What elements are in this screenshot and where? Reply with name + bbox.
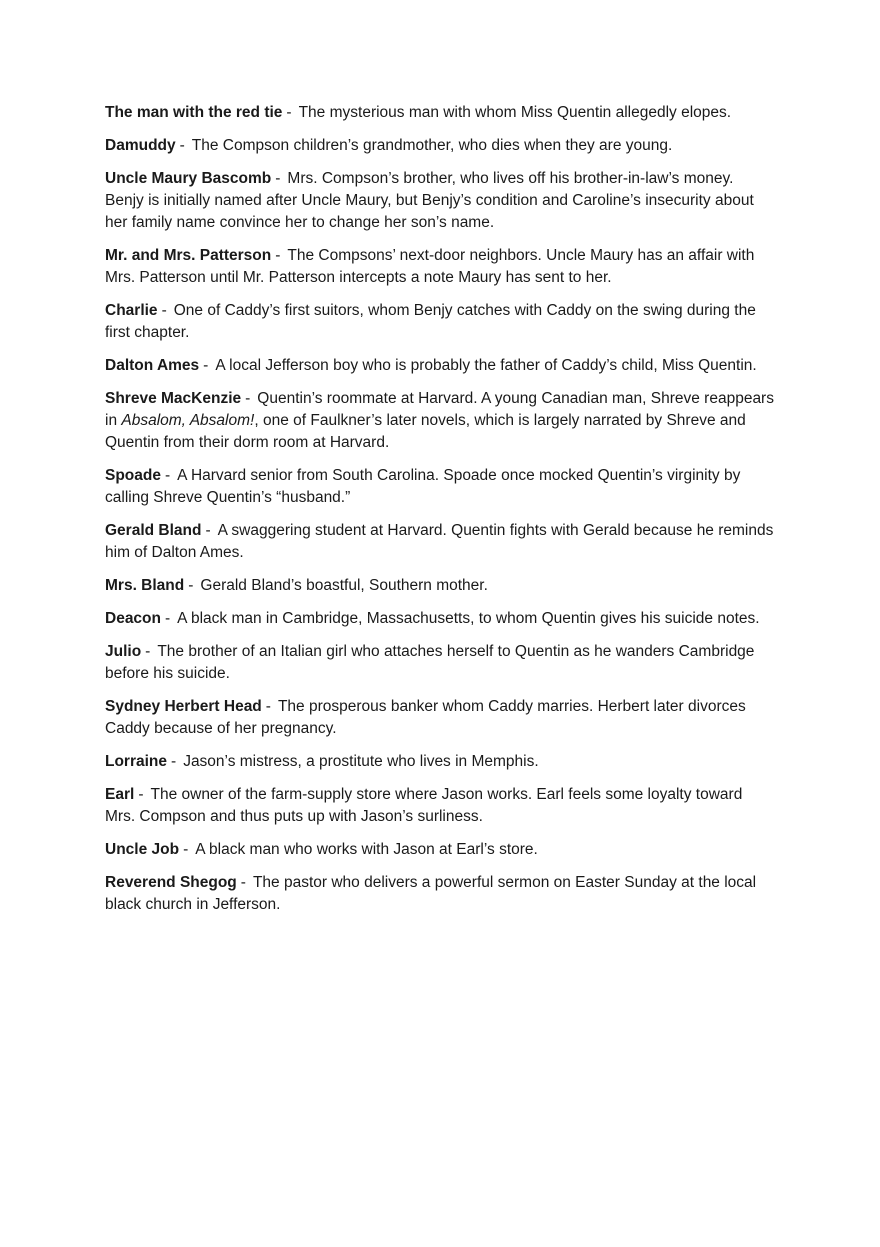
character-name: Charlie xyxy=(105,302,158,319)
character-entry xyxy=(105,465,775,509)
character-entry xyxy=(105,751,775,773)
character-description: Quentin’s roommate at Harvard. A young Canadian man, Shreve reappears in Absalom, Absalom!, one of Faulkner’s later novels, which is largely narrated by Shreve and Quentin from their dorm room at Harvard. xyxy=(105,390,774,451)
character-description: The owner of the farm-supply store where Jason works. Earl feels some loyalty toward Mrs. Compson and thus puts up with Jason’s surliness. xyxy=(105,786,743,825)
character-name: Julio xyxy=(105,643,142,660)
character-name: Spoade xyxy=(105,467,161,484)
character-name: Shreve MacKenzie xyxy=(105,390,242,407)
character-entry xyxy=(105,135,775,157)
name-description-separator: - xyxy=(275,247,281,264)
character-description: The prosperous banker whom Caddy marries. Herbert later divorces Caddy because of her pregnancy. xyxy=(105,698,746,737)
name-description-separator: - xyxy=(265,698,271,715)
character-entry xyxy=(105,575,775,597)
character-name: Reverend Shegog xyxy=(105,874,237,891)
name-description-separator: - xyxy=(161,302,167,319)
character-entry xyxy=(105,245,775,289)
name-description-separator: - xyxy=(205,522,211,539)
character-name: Uncle Maury Bascomb xyxy=(105,170,272,187)
character-entry xyxy=(105,520,775,564)
character-description: A swaggering student at Harvard. Quentin fights with Gerald because he reminds him of Dalton Ames. xyxy=(105,522,774,561)
name-description-separator: - xyxy=(245,390,251,407)
character-name: The man with the red tie xyxy=(105,104,283,121)
character-description: A local Jefferson boy who is probably the father of Caddy’s child, Miss Quentin. xyxy=(215,357,757,374)
character-name: Sydney Herbert Head xyxy=(105,698,262,715)
character-name: Deacon xyxy=(105,610,161,627)
character-list xyxy=(105,102,775,916)
character-entry xyxy=(105,355,775,377)
character-name: Earl xyxy=(105,786,135,803)
character-entry xyxy=(105,608,775,630)
name-description-separator: - xyxy=(183,841,189,858)
character-name: Mrs. Bland xyxy=(105,577,185,594)
character-description: The Compsons’ next-door neighbors. Uncle Maury has an affair with Mrs. Patterson until Mr. Patterson intercepts a note Maury has sent to her. xyxy=(105,247,755,286)
character-description: Jason’s mistress, a prostitute who lives in Memphis. xyxy=(183,753,539,770)
character-name: Gerald Bland xyxy=(105,522,202,539)
character-entry xyxy=(105,168,775,234)
character-description: Mrs. Compson’s brother, who lives off his brother-in-law’s money. Benjy is initially named after Uncle Maury, but Benjy’s condition and Caroline’s insecurity about her family name convince her to change her son’s name. xyxy=(105,170,754,231)
name-description-separator: - xyxy=(188,577,194,594)
character-description: A black man who works with Jason at Earl’s store. xyxy=(195,841,538,858)
character-name: Damuddy xyxy=(105,137,176,154)
character-name: Uncle Job xyxy=(105,841,180,858)
character-description: The brother of an Italian girl who attaches herself to Quentin as he wanders Cambridge before his suicide. xyxy=(105,643,755,682)
character-description: One of Caddy’s first suitors, whom Benjy catches with Caddy on the swing during the first chapter. xyxy=(105,302,756,341)
name-description-separator: - xyxy=(171,753,177,770)
character-description: The Compson children’s grandmother, who dies when they are young. xyxy=(191,137,673,154)
character-name: Dalton Ames xyxy=(105,357,200,374)
name-description-separator: - xyxy=(164,467,171,484)
name-description-separator: - xyxy=(203,357,209,374)
name-description-separator: - xyxy=(240,874,246,891)
character-name: Mr. and Mrs. Patterson xyxy=(105,247,272,264)
name-description-separator: - xyxy=(275,170,281,187)
name-description-separator: - xyxy=(165,610,171,627)
character-entry xyxy=(105,784,775,828)
character-entry xyxy=(105,300,775,344)
name-description-separator: - xyxy=(179,137,185,154)
character-description: A Harvard senior from South Carolina. Spoade once mocked Quentin’s virginity by calling Shreve Quentin’s “husband.” xyxy=(105,467,741,506)
character-description: A black man in Cambridge, Massachusetts, to whom Quentin gives his suicide notes. xyxy=(177,610,760,627)
character-entry xyxy=(105,696,775,740)
character-entry xyxy=(105,839,775,861)
name-description-separator: - xyxy=(138,786,144,803)
character-entry xyxy=(105,388,775,454)
name-description-separator: - xyxy=(286,104,292,121)
character-description: The pastor who delivers a powerful sermon on Easter Sunday at the local black church in Jefferson. xyxy=(105,874,757,913)
character-description: Gerald Bland’s boastful, Southern mother. xyxy=(200,577,488,594)
character-entry xyxy=(105,872,775,916)
name-description-separator: - xyxy=(145,643,151,660)
character-entry xyxy=(105,641,775,685)
character-description: The mysterious man with whom Miss Quentin allegedly elopes. xyxy=(298,104,732,121)
character-entry xyxy=(105,102,775,124)
character-name: Lorraine xyxy=(105,753,168,770)
